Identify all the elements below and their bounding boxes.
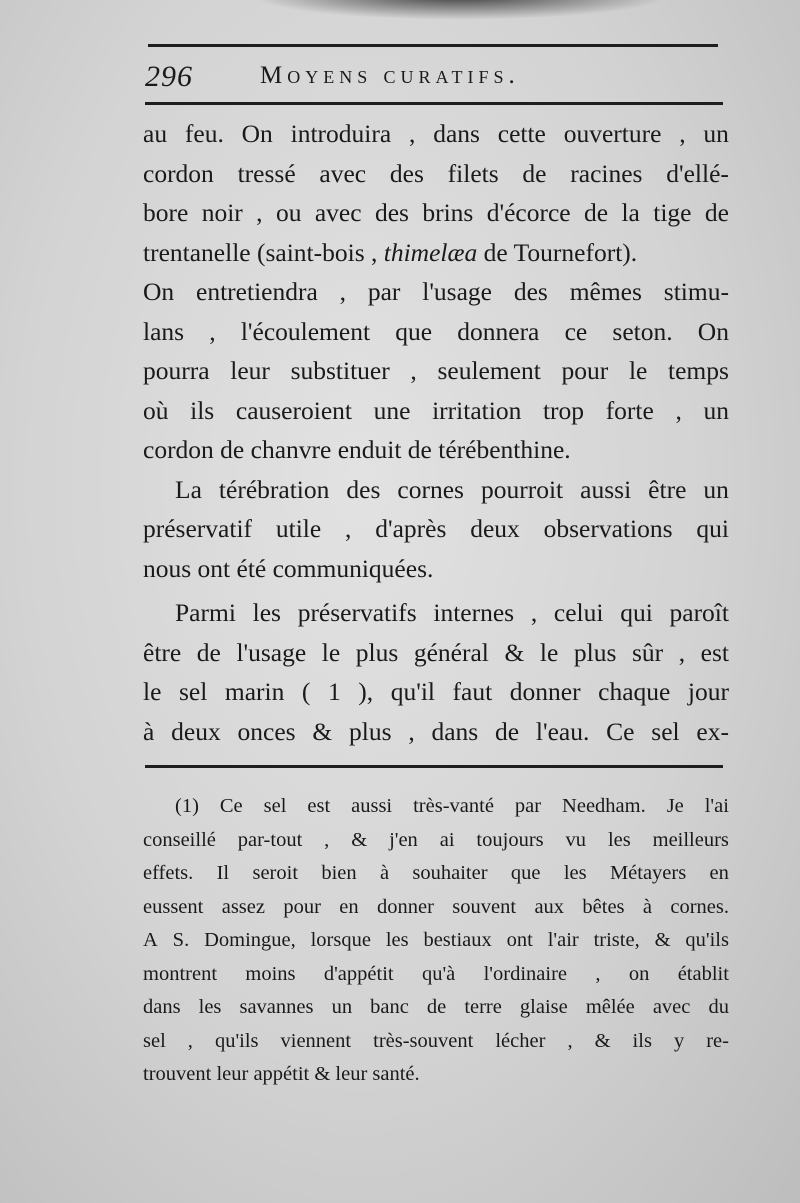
word: ont xyxy=(506,929,533,951)
word: seroit xyxy=(252,862,299,884)
main-text xyxy=(143,114,729,751)
word: terre xyxy=(464,996,502,1018)
word: leur xyxy=(230,356,270,385)
word: effets. xyxy=(143,862,194,884)
word: On xyxy=(241,119,273,148)
word: seton. xyxy=(612,316,673,346)
word: que xyxy=(395,316,433,346)
word: causeroient xyxy=(235,395,352,425)
word: à xyxy=(143,716,155,746)
word: l'eau. xyxy=(535,716,590,746)
word: dans xyxy=(143,996,181,1018)
word: on xyxy=(628,962,650,985)
word: aussi xyxy=(580,474,632,504)
word: & xyxy=(351,828,368,851)
word: bien xyxy=(321,862,357,884)
word: On xyxy=(143,277,175,306)
word: meilleurs xyxy=(652,828,729,851)
word: jour xyxy=(687,677,729,706)
word: mêlée xyxy=(585,996,635,1018)
word: les xyxy=(198,996,222,1018)
word: la xyxy=(621,198,640,227)
word: ce xyxy=(564,316,588,346)
word: donnera xyxy=(457,316,540,346)
word: plus xyxy=(355,637,399,667)
word: bestiaux xyxy=(423,929,492,951)
word: , xyxy=(408,716,415,746)
word: racines xyxy=(570,158,643,188)
word: un xyxy=(331,996,353,1018)
text-line xyxy=(143,509,729,549)
word: noir xyxy=(201,198,243,227)
word: donner xyxy=(509,677,581,706)
word: lorsque xyxy=(310,929,371,951)
word: , xyxy=(595,962,601,985)
word: ( xyxy=(301,677,311,706)
word: les xyxy=(607,828,631,851)
footnote-block xyxy=(143,790,729,1092)
footnote-rule xyxy=(145,765,723,768)
word: & xyxy=(654,929,671,951)
word: paroît xyxy=(669,598,729,627)
word: banc xyxy=(370,996,409,1018)
header-rule-top xyxy=(148,44,718,47)
word: de xyxy=(495,716,520,746)
word: au xyxy=(143,119,168,148)
word: un xyxy=(703,119,729,148)
word: l'ai xyxy=(704,795,729,817)
word: avec xyxy=(314,198,362,227)
word: ex- xyxy=(696,716,729,746)
word: , xyxy=(324,828,330,851)
word: y xyxy=(673,1029,685,1052)
word: est xyxy=(700,637,729,667)
paragraph-start-line xyxy=(143,470,729,510)
word: bêtes xyxy=(582,895,625,918)
word: irritation xyxy=(432,395,522,425)
header-rule-bottom xyxy=(145,102,723,105)
word: , xyxy=(256,198,263,227)
word: toujours xyxy=(476,828,544,851)
word: S. xyxy=(172,929,190,951)
word: Domingue, xyxy=(204,929,296,951)
word: savannes xyxy=(239,996,314,1018)
word: temps xyxy=(668,356,729,385)
word: être xyxy=(143,637,182,667)
word: ouverture xyxy=(563,119,662,148)
footnote-line xyxy=(143,1025,729,1059)
word: d'ellé- xyxy=(666,158,729,188)
text-line xyxy=(143,154,729,194)
word: , xyxy=(187,1029,193,1052)
text-line xyxy=(143,114,729,154)
word: de xyxy=(522,158,547,188)
word: brins xyxy=(422,198,474,227)
word: dans xyxy=(433,119,480,148)
word: feu. xyxy=(184,119,224,148)
word: une xyxy=(373,395,411,425)
word: l'usage xyxy=(236,637,307,667)
word: des xyxy=(374,198,409,227)
word: préservatifs xyxy=(297,598,417,627)
footnote-line xyxy=(143,857,729,891)
word: mêmes xyxy=(569,277,642,306)
word: à xyxy=(379,862,390,884)
word: aussi xyxy=(351,795,393,817)
word: térébration xyxy=(218,474,330,504)
word: sel xyxy=(178,677,208,706)
word: pour xyxy=(561,356,609,385)
word: l'ordinaire xyxy=(483,962,567,985)
word: Parmi xyxy=(175,598,236,627)
word: entretiendra xyxy=(196,277,318,306)
word: Il xyxy=(216,862,230,884)
footnote-line xyxy=(143,958,729,992)
word: vu xyxy=(565,828,587,851)
footnote-line xyxy=(143,924,729,958)
word: conseillé xyxy=(143,828,216,851)
word: cette xyxy=(497,119,546,148)
word: glaise xyxy=(519,996,568,1018)
word: pourroit xyxy=(480,474,564,504)
word: & xyxy=(504,637,525,667)
word: qu'il xyxy=(390,677,435,706)
word: à xyxy=(642,895,652,918)
word: que xyxy=(510,862,541,884)
footnote-line xyxy=(143,790,729,824)
word: de xyxy=(583,198,609,227)
word: celui xyxy=(553,598,604,627)
word: un xyxy=(703,395,729,425)
word: assez xyxy=(221,895,265,918)
word: A xyxy=(143,929,158,951)
word: tressé xyxy=(237,158,296,188)
word: ), xyxy=(358,677,374,706)
word: tige xyxy=(653,198,692,227)
word: & xyxy=(594,1029,611,1052)
word: d'appétit xyxy=(323,962,394,985)
word: préservatif xyxy=(143,514,253,543)
word: des xyxy=(389,158,424,188)
word: qu'ils xyxy=(685,929,729,951)
word: triste, xyxy=(593,929,640,951)
word: qu'ils xyxy=(214,1029,259,1052)
word: onces xyxy=(237,716,296,746)
word: le xyxy=(321,637,341,667)
text-line xyxy=(143,351,729,391)
word: & xyxy=(312,716,333,746)
word: j'en xyxy=(389,828,418,851)
word: qui xyxy=(620,598,653,627)
word: souvent xyxy=(452,895,517,918)
footnote-line: trouvent leur appétit & leur santé. xyxy=(143,1063,420,1085)
word: qui xyxy=(696,514,729,543)
page-number: 296 xyxy=(145,60,193,93)
word: lans xyxy=(143,316,185,346)
word: chaque xyxy=(598,677,671,706)
word: sel xyxy=(143,1029,166,1052)
word: seulement xyxy=(437,356,541,385)
word: filets xyxy=(447,158,499,188)
word: plus xyxy=(349,716,392,746)
word: où xyxy=(143,395,169,425)
word: avec xyxy=(319,158,367,188)
word: ils xyxy=(632,1029,652,1052)
word: re- xyxy=(706,1029,729,1052)
word: d'après xyxy=(375,514,447,543)
word: trop xyxy=(542,395,585,425)
word: Ce xyxy=(219,795,243,817)
word: l'usage xyxy=(422,277,492,306)
word: montrent xyxy=(143,962,218,985)
word: Je xyxy=(666,795,684,817)
word: cornes. xyxy=(670,895,729,918)
word: eussent xyxy=(143,895,204,918)
word: , xyxy=(679,119,686,148)
word: les xyxy=(563,862,587,884)
text-line xyxy=(143,193,729,233)
word: du xyxy=(708,996,729,1018)
word: le xyxy=(539,637,559,667)
text-line xyxy=(143,672,729,712)
word: substituer xyxy=(290,356,390,385)
footnote-line xyxy=(143,991,729,1025)
word: pour xyxy=(283,895,321,918)
word: donner xyxy=(377,895,434,918)
text-line xyxy=(143,312,729,352)
word: deux xyxy=(171,716,221,746)
word: ils xyxy=(190,395,215,425)
word: lécher xyxy=(495,1029,546,1052)
word: en xyxy=(339,895,359,918)
word: un xyxy=(703,474,729,504)
word: sel xyxy=(263,795,287,817)
word: de xyxy=(426,996,447,1018)
word: plus xyxy=(573,637,617,667)
word: Métayers xyxy=(609,862,687,884)
word: (1) xyxy=(175,795,199,817)
word: cornes xyxy=(397,474,464,504)
text-line: cordon de chanvre enduit de térébenthine. xyxy=(143,435,571,464)
word: qu'à xyxy=(421,962,456,985)
word: sel xyxy=(651,716,680,746)
text-line xyxy=(143,712,729,752)
word: observations xyxy=(543,514,673,543)
word: ai xyxy=(439,828,455,851)
word: le xyxy=(143,677,162,706)
word: les xyxy=(252,598,281,627)
text-line xyxy=(143,391,729,431)
word: par xyxy=(367,277,401,306)
running-title: Moyens curatifs. xyxy=(260,62,520,89)
word: 1 xyxy=(327,677,341,706)
word: l'air xyxy=(547,929,579,951)
word: des xyxy=(513,277,548,306)
word: d'écorce xyxy=(486,198,571,227)
word: en xyxy=(709,862,729,884)
word: cordon xyxy=(143,158,214,188)
word: utile xyxy=(275,514,322,543)
text-line: nous ont été communiquées. xyxy=(143,553,434,583)
word: très-souvent xyxy=(373,1029,474,1052)
word: par-tout xyxy=(237,828,303,851)
word: dans xyxy=(431,716,479,746)
word: introduira xyxy=(290,119,392,148)
word: Needham. xyxy=(562,795,646,817)
binding-shadow xyxy=(250,0,670,20)
word: très-vanté xyxy=(413,795,494,817)
word: de xyxy=(196,637,221,667)
word: On xyxy=(697,316,729,346)
word: , xyxy=(339,277,346,306)
word: , xyxy=(345,514,352,543)
word: deux xyxy=(470,514,520,543)
word: bore xyxy=(143,198,189,227)
word: marin xyxy=(224,677,285,706)
word: , xyxy=(530,598,538,627)
word: internes xyxy=(433,598,515,627)
text-line xyxy=(143,272,729,312)
page-header xyxy=(145,60,720,100)
word: de xyxy=(704,198,729,227)
word: pourra xyxy=(143,356,210,385)
word: sûr xyxy=(631,637,664,667)
word: être xyxy=(648,474,687,504)
word: aux xyxy=(534,895,565,918)
footnote-line xyxy=(143,824,729,858)
word: , xyxy=(678,637,686,667)
italic-term: thimelæa xyxy=(383,237,478,267)
word: La xyxy=(175,474,202,504)
word: ou xyxy=(275,198,302,227)
word: faut xyxy=(452,677,493,706)
word: général xyxy=(413,637,489,667)
word: avec xyxy=(652,996,691,1018)
word: Ce xyxy=(606,716,635,746)
word: moins xyxy=(245,962,296,985)
word: des xyxy=(346,474,381,504)
text-line: trentanelle (saint-bois , thimelæa de Tournefort). xyxy=(143,233,729,273)
word: souhaiter xyxy=(412,862,488,884)
word: est xyxy=(307,795,331,817)
word: , xyxy=(209,316,216,346)
word: , xyxy=(567,1029,573,1052)
word: établit xyxy=(677,962,729,985)
text-line xyxy=(143,633,729,673)
word: , xyxy=(410,356,417,385)
word: stimu- xyxy=(663,277,729,306)
paragraph-start-line xyxy=(143,593,729,633)
word: l'écoulement xyxy=(240,316,371,346)
footnote-line xyxy=(143,891,729,925)
word: les xyxy=(385,929,409,951)
word: , xyxy=(409,119,416,148)
word: par xyxy=(514,795,542,817)
word: viennent xyxy=(280,1029,352,1052)
word: forte xyxy=(605,395,654,425)
word: , xyxy=(675,395,682,425)
word: le xyxy=(628,356,648,385)
